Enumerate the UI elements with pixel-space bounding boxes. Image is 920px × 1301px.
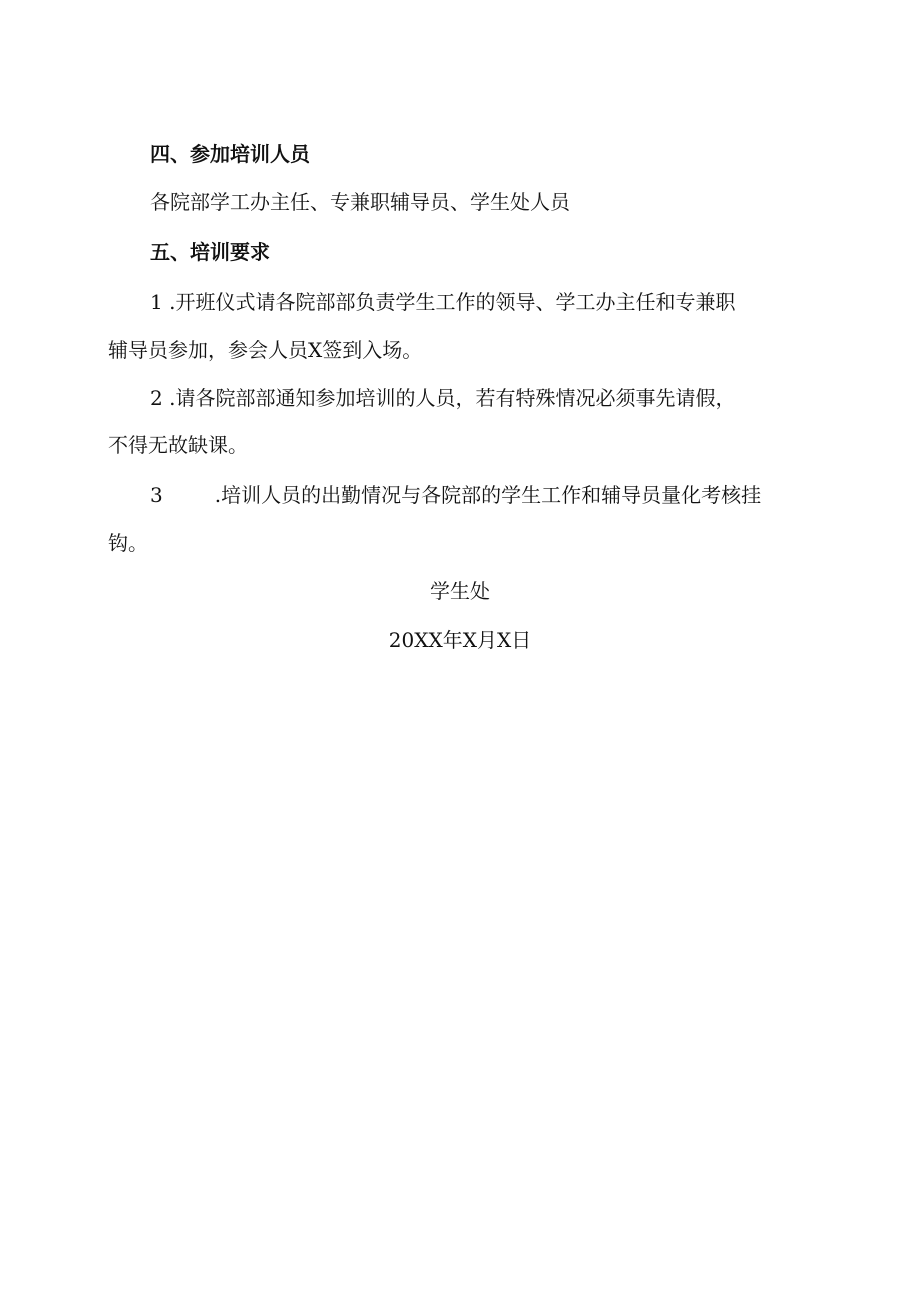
requirement-item-2-line1 — [150, 384, 850, 412]
requirement-item-2-number: 2 — [150, 386, 163, 410]
requirement-item-2-text: .请各院部部通知参加培训的人员，若有特殊情况必须事先请假， — [162, 386, 736, 410]
requirement-item-1-line1 — [150, 288, 850, 316]
requirement-item-3-line1 — [150, 481, 850, 509]
section-five-heading: 五、培训要求 — [150, 240, 270, 264]
requirement-item-1-line2: 辅导员参加，参会人员X签到入场。 — [108, 338, 423, 362]
requirement-item-1-text: .开班仪式请各院部部负责学生工作的领导、学工办主任和专兼职 — [162, 290, 736, 314]
requirement-item-2-line2: 不得无故缺课。 — [108, 433, 248, 457]
signature-date: 20XX年X月X日 — [388, 628, 532, 652]
requirement-item-3-line2: 钩。 — [108, 531, 148, 555]
requirement-item-3-text: .培训人员的出勤情况与各院部的学生工作和辅导员量化考核挂 — [214, 483, 762, 507]
requirement-item-3-number: 3 — [150, 483, 163, 507]
requirement-item-1-number: 1 — [150, 290, 163, 314]
signature-office: 学生处 — [430, 579, 490, 603]
section-four-body: 各院部学工办主任、专兼职辅导员、学生处人员 — [150, 190, 570, 214]
section-four-heading: 四、参加培训人员 — [150, 142, 310, 166]
